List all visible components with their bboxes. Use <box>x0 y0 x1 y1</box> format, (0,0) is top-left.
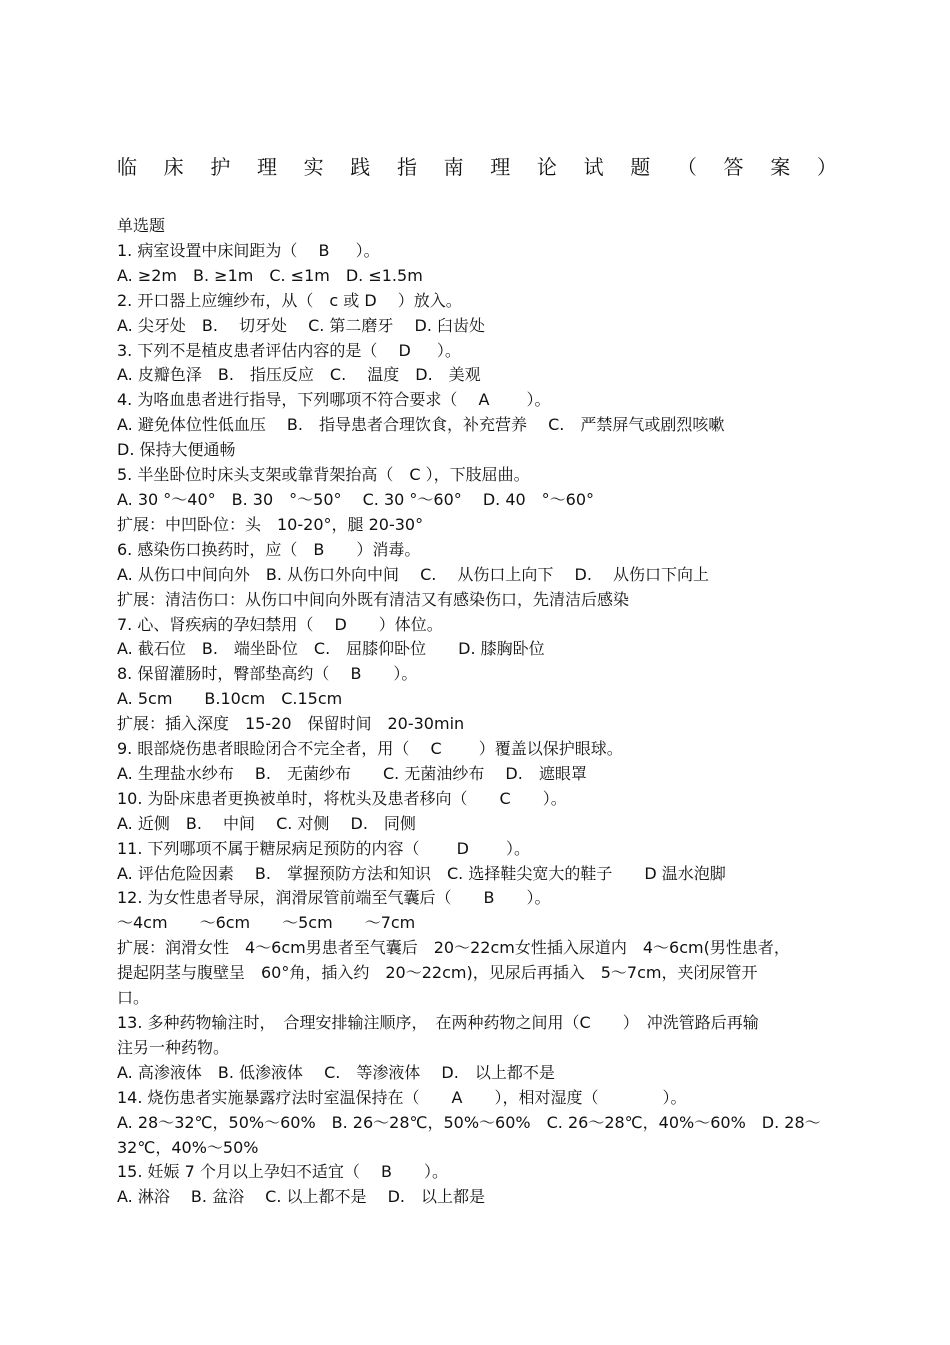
question-line: 9. 眼部烧伤患者眼睑闭合不完全者，用（ C ）覆盖以保护眼球。 <box>117 739 623 759</box>
title-char: ） <box>816 155 837 179</box>
question-line: 注另一种药物。 <box>117 1037 230 1057</box>
options-line: D. 保持大便通畅 <box>117 440 236 460</box>
question-line: 6. 感染伤口换药时，应（ B ）消毒。 <box>117 539 421 559</box>
question-line: 10. 为卧床患者更换被单时，将枕头及患者移向（ C ）。 <box>117 788 567 808</box>
document-title <box>117 152 837 182</box>
question-line: 15. 妊娠 7 个月以上孕妇不适宜（ B ）。 <box>117 1162 448 1182</box>
title-char: 实 <box>303 155 324 179</box>
extension-note: 扩展：中凹卧位：头 10-20°，腿 20-30° <box>117 514 424 534</box>
options-line: A. 28～32℃，50%～60% B. 26～28℃，50%～60% C. 26～28℃，40%～60% D. 28～ <box>117 1112 821 1132</box>
extension-note: 扩展：清洁伤口：从伤口中间向外既有清洁又有感染伤口，先清洁后感染 <box>117 589 630 609</box>
extension-note: 提起阴茎与腹壁呈 60°角，插入约 20～22cm)，见尿后再插入 5～7cm，夹闭尿管开 <box>117 963 758 983</box>
title-char: 论 <box>536 155 557 179</box>
options-line: A. 高渗液体 B. 低渗液体 C. 等渗液体 D. 以上都不是 <box>117 1062 555 1082</box>
question-line: 13. 多种药物输注时， 合理安排输注顺序， 在两种药物之间用（C ） 冲洗管路后再输 <box>117 1013 759 1032</box>
title-char: 践 <box>350 155 371 179</box>
title-char: 理 <box>256 155 277 179</box>
options-line: A. 皮瓣色泽 B. 指压反应 C. 温度 D. 美观 <box>117 365 481 385</box>
extension-note: 扩展：润滑女性 4～6cm男患者至气囊后 20～22cm女性插入尿道内 4～6cm(男性患者， <box>117 938 790 958</box>
question-line: 12. 为女性患者导尿，润滑尿管前端至气囊后（ B ）。 <box>117 888 551 908</box>
question-line: 4. 为咯血患者进行指导，下列哪项不符合要求（ A ）。 <box>117 390 551 410</box>
options-line: A. 淋浴 B. 盆浴 C. 以上都不是 D. 以上都是 <box>117 1187 485 1207</box>
question-line: 5. 半坐卧位时床头支架或靠背架抬高（ C ），下肢屈曲。 <box>117 465 530 485</box>
question-line: 8. 保留灌肠时，臀部垫高约（ B ）。 <box>117 664 418 684</box>
title-char: 题 <box>630 155 651 179</box>
options-line: ～4cm ～6cm ～5cm ～7cm <box>117 913 416 933</box>
title-char: 护 <box>210 155 231 179</box>
options-line: 32℃，40%～50% <box>117 1137 259 1157</box>
options-line: A. 30 °～40° B. 30 °～50° C. 30 °～60° D. 40 °～60° <box>117 489 595 509</box>
question-line: 14. 烧伤患者实施暴露疗法时室温保持在（ A ），相对湿度（ ）。 <box>117 1087 687 1107</box>
question-line: 11. 下列哪项不属于糖尿病足预防的内容（ D ）。 <box>117 838 531 858</box>
question-line: 1. 病室设置中床间距为（ B ）。 <box>117 240 380 260</box>
options-line: A. 从伤口中间向外 B. 从伤口外向中间 C. 从伤口上向下 D. 从伤口下向上 <box>117 564 709 584</box>
title-char: 答 <box>723 155 744 179</box>
title-char: 南 <box>443 155 464 179</box>
title-char: 理 <box>490 155 511 179</box>
extension-note: 口。 <box>117 988 150 1008</box>
title-char: （ <box>676 155 697 179</box>
question-line: 3. 下列不是植皮患者评估内容的是（ D ）。 <box>117 340 461 360</box>
title-char: 案 <box>770 155 791 179</box>
options-line: A. 生理盐水纱布 B. 无菌纱布 C. 无菌油纱布 D. 遮眼罩 <box>117 763 587 783</box>
options-line: A. 避免体位性低血压 B. 指导患者合理饮食，补充营养 C. 严禁屏气或剧烈咳嗽 <box>117 415 725 435</box>
options-line: A. 评估危险因素 B. 掌握预防方法和知识 C. 选择鞋尖宽大的鞋子 D 温水泡脚 <box>117 863 726 883</box>
options-line: A. 近侧 B. 中间 C. 对侧 D. 同侧 <box>117 813 416 833</box>
section-heading: 单选题 <box>117 216 166 235</box>
options-line: A. 尖牙处 B. 切牙处 C. 第二磨牙 D. 臼齿处 <box>117 315 485 335</box>
options-line: A. 5cm B.10cm C.15cm <box>117 689 343 709</box>
title-char: 试 <box>583 155 604 179</box>
question-line: 7. 心、肾疾病的孕妇禁用（ D ）体位。 <box>117 614 443 634</box>
document-body <box>117 214 842 1210</box>
options-line: A. 截石位 B. 端坐卧位 C. 屈膝仰卧位 D. 膝胸卧位 <box>117 639 545 659</box>
title-char: 临 <box>117 155 137 179</box>
question-line: 2. 开口器上应缠纱布，从（ c 或 D ）放入。 <box>117 290 462 310</box>
title-char: 指 <box>396 155 417 179</box>
extension-note: 扩展：插入深度 15-20 保留时间 20-30min <box>117 714 465 734</box>
options-line: A. ≥2m B. ≥1m C. ≤1m D. ≤1.5m <box>117 265 423 285</box>
title-char: 床 <box>163 155 184 179</box>
